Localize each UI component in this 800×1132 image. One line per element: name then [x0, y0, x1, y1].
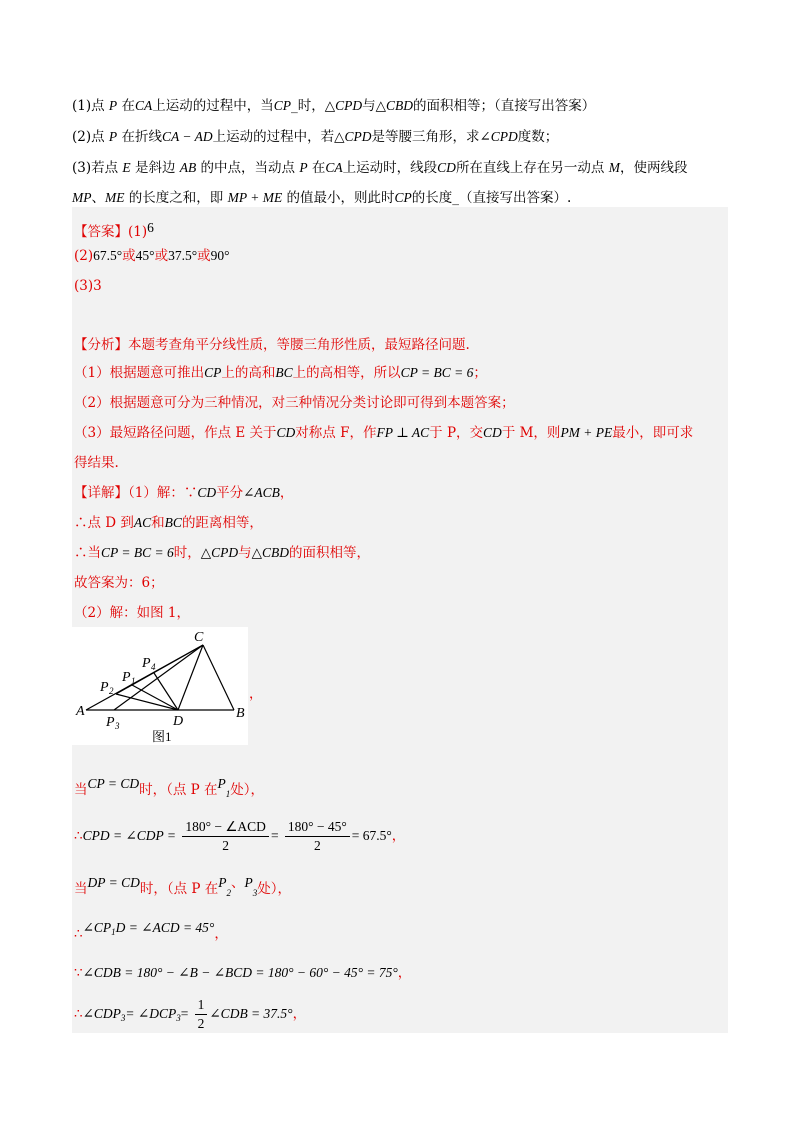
label-p4-sub: 4 — [151, 662, 156, 672]
detail-equation: ∠CDP — [82, 1006, 121, 1021]
detail-equation: CPD = ∠CDP = — [82, 828, 177, 843]
analysis-text: 得结果. — [74, 455, 119, 471]
q1-triangle-cpd: △CPD — [324, 98, 363, 113]
detail-text: ∴ — [74, 828, 83, 844]
analysis-segment-cd: CD — [483, 425, 502, 440]
detail-label: 【详解】 — [74, 485, 128, 501]
analysis-line-4 — [74, 423, 693, 443]
detail-text: 时，（点 P 在 — [139, 881, 219, 897]
fraction-2 — [285, 818, 350, 855]
analysis-text: ； — [473, 365, 487, 381]
detail-equals: = — [270, 828, 279, 843]
q2-text: 度数； — [517, 129, 559, 145]
answer-1-value: 6 — [147, 220, 154, 235]
detail-point-p1: P — [217, 776, 226, 791]
q1-text: 在 — [117, 98, 135, 114]
q1-segment-ca: CA — [134, 98, 153, 113]
detail-equation: CP = CD — [87, 776, 140, 791]
q3-text: 的长度之和，即 — [124, 190, 228, 206]
detail-text: ， — [249, 686, 263, 702]
label-d: D — [173, 714, 184, 729]
analysis-text: 上的高和 — [221, 365, 276, 381]
detail-text: 故答案为：6； — [74, 575, 164, 591]
q1-prefix: (1)点 — [72, 98, 109, 114]
analysis-text: 于 M，则 — [501, 425, 561, 441]
detail-text: ， — [292, 1006, 307, 1022]
q3-text: 的值最小，则此时 — [282, 190, 395, 206]
detail-text: （1）解：∵ — [128, 485, 198, 501]
detail-sub: 3 — [120, 1013, 126, 1023]
label-p2: P — [100, 680, 109, 695]
detail-text: 与 — [238, 545, 252, 561]
detail-line-7 — [74, 818, 405, 855]
detail-sub: 2 — [226, 888, 232, 898]
triangle-diagram — [72, 627, 248, 745]
detail-line-3 — [74, 543, 370, 563]
fraction-half — [195, 996, 208, 1033]
analysis-label: 【分析】 — [74, 337, 128, 353]
detail-result: = 67.5° — [351, 828, 392, 843]
detail-text: （2）解：如图 1， — [74, 605, 190, 621]
detail-text: ∵ — [74, 965, 83, 981]
q3-text: 在 — [307, 160, 326, 176]
q2-triangle: △CPD — [334, 129, 372, 144]
q2-prefix: (2)点 — [72, 129, 109, 145]
detail-text: 的距离相等， — [181, 515, 263, 531]
detail-sub: 3 — [252, 888, 258, 898]
analysis-line-3 — [74, 393, 515, 413]
detail-point-p2: P — [218, 875, 227, 890]
question-3-line-2 — [72, 188, 571, 208]
detail-text: 时，（点 P 在 — [139, 782, 218, 798]
detail-text: ， — [214, 926, 228, 942]
q1-text: 上运动的过程中，当 — [152, 98, 274, 114]
analysis-text: 上的高相等，所以 — [292, 365, 401, 381]
answer-3: (3)3 — [74, 278, 102, 294]
analysis-equation: CP = BC = 6 — [400, 365, 474, 380]
label-p1-sub: 1 — [131, 676, 136, 686]
analysis-segment-cp: CP — [204, 365, 222, 380]
figure-comma — [249, 684, 263, 704]
analysis-segment-cd: CD — [276, 425, 296, 440]
detail-sub: 1 — [225, 789, 231, 799]
answer-line-1 — [74, 218, 154, 242]
analysis-line-5 — [74, 453, 119, 473]
analysis-segment-bc: BC — [275, 365, 293, 380]
detail-text: ， — [279, 485, 294, 501]
q1-triangle-cbd: △CBD — [375, 98, 414, 113]
detail-segment-cd: CD — [197, 485, 217, 500]
q3-segment-cp: CP — [394, 190, 412, 205]
q1-text: 与 — [362, 98, 376, 114]
detail-segment-bc: BC — [164, 515, 182, 530]
q2-text: 是等腰三角形，求 — [371, 129, 480, 145]
analysis-line-1 — [74, 335, 470, 355]
q3-text: 的中点，当动点 — [196, 160, 300, 176]
q2-path: CA − AD — [161, 129, 213, 144]
detail-text: 时， — [173, 545, 201, 561]
detail-text: 当 — [74, 881, 88, 897]
label-p2-sub: 2 — [109, 686, 114, 696]
q1-segment-cp: CP — [273, 98, 291, 113]
detail-text: ， — [397, 965, 412, 981]
answer-label: 【答案】 — [74, 224, 128, 240]
analysis-line-2 — [74, 363, 487, 383]
detail-text: ∴当 — [74, 545, 101, 561]
q3-text: 上运动时，线段 — [342, 160, 438, 176]
q1-text: _时， — [291, 98, 325, 114]
fraction-1-denominator: 2 — [222, 838, 229, 853]
detail-triangle-cbd: △CBD — [251, 545, 290, 560]
detail-equation: ∠CDB = 180° − ∠B − ∠BCD = 180° − 60° − 45° = 75° — [82, 965, 398, 980]
answer-line-3 — [74, 276, 102, 296]
detail-text: 和 — [151, 515, 165, 531]
answer-or: 或 — [122, 248, 136, 264]
segment-p1d — [132, 685, 178, 710]
detail-text: 、 — [231, 875, 245, 891]
q3-text: ，使两线段 — [619, 160, 688, 176]
detail-text: ∴点 D 到 — [74, 515, 134, 531]
analysis-text: 本题考查角平分线性质，等腰三角形性质，最短路径问题. — [128, 337, 470, 353]
detail-line-8 — [74, 873, 291, 903]
question-3-line-1 — [72, 158, 687, 178]
label-p3: P — [106, 715, 115, 730]
analysis-text: （1）根据题意可推出 — [74, 365, 205, 381]
detail-triangle-cpd: △CPD — [200, 545, 239, 560]
q3-sum: MP + ME — [227, 190, 283, 205]
detail-text: ∴ — [74, 926, 83, 942]
detail-text: 的面积相等， — [289, 545, 371, 561]
q2-angle: ∠CPD — [479, 129, 518, 144]
detail-line-11 — [74, 996, 306, 1033]
detail-equation: ∠CP — [82, 920, 112, 935]
label-c: C — [194, 630, 204, 645]
detail-text: ∴ — [74, 1006, 83, 1022]
detail-line-4 — [74, 573, 164, 593]
detail-equation: = ∠DCP — [125, 1006, 177, 1021]
q3-prefix: (3)若点 — [72, 160, 123, 176]
q3-segment-me: ME — [105, 190, 125, 205]
q3-text: 的长度_（直接写出答案）. — [411, 190, 572, 206]
q1-point-p: P — [108, 98, 118, 113]
answer-or: 或 — [197, 248, 211, 264]
answer-2-value-1: 67.5° — [93, 248, 123, 263]
detail-equation: D = ∠ACD = 45° — [115, 920, 215, 935]
fraction-1 — [182, 818, 269, 855]
detail-equals: = — [180, 1006, 189, 1021]
q3-point-m: M — [608, 160, 620, 175]
fraction-1-numerator: 180° − ∠ACD — [182, 818, 269, 837]
q3-segment-cd: CD — [437, 160, 456, 175]
analysis-text: 最小，即可求 — [612, 425, 694, 441]
answer-2-value-2: 45° — [135, 248, 155, 263]
analysis-text: （2）根据题意可分为三种情况，对三种情况分类讨论即可得到本题答案； — [74, 395, 515, 411]
figure-caption: 图1 — [152, 729, 172, 744]
q3-point-e: E — [122, 160, 131, 175]
figure-1 — [72, 627, 248, 745]
q2-point-p: P — [108, 129, 118, 144]
detail-line-1 — [74, 483, 293, 503]
q1-text: 的面积相等；（直接写出答案） — [413, 98, 596, 114]
detail-segment-ac: AC — [133, 515, 152, 530]
detail-equation: DP = CD — [87, 875, 140, 890]
fraction-half-numerator: 1 — [195, 996, 208, 1015]
q3-segment-mp: MP — [72, 190, 92, 205]
detail-text: 平分 — [216, 485, 244, 501]
fraction-half-denominator: 2 — [197, 1016, 205, 1031]
label-b: B — [236, 706, 245, 721]
detail-line-5 — [74, 603, 190, 623]
detail-sub: 1 — [111, 927, 116, 937]
answer-2-prefix: (2) — [74, 248, 94, 264]
detail-result: ∠CDB = 37.5° — [209, 1006, 293, 1021]
detail-sub: 3 — [176, 1013, 181, 1023]
answer-2-value-4: 90° — [210, 248, 230, 263]
q2-text: 上运动的过程中，若 — [212, 129, 335, 145]
q3-sep: 、 — [91, 190, 105, 206]
q2-text: 在折线 — [117, 129, 162, 145]
detail-angle-acb: ∠ACB — [243, 485, 280, 500]
detail-text: 当 — [74, 782, 88, 798]
label-a: A — [76, 704, 85, 719]
label-p1: P — [122, 670, 131, 685]
q3-segment-ca: CA — [325, 160, 343, 175]
detail-text: 处）， — [257, 881, 292, 897]
analysis-sum: PM + PE — [560, 425, 613, 440]
analysis-text: （3）最短路径问题，作点 E 关于 — [74, 425, 277, 441]
q3-segment-ab: AB — [179, 160, 197, 175]
detail-line-2 — [74, 513, 263, 533]
segment-bc — [203, 645, 234, 710]
answer-or: 或 — [154, 248, 169, 264]
label-p3-sub: 3 — [115, 721, 120, 731]
label-p4: P — [142, 656, 151, 671]
detail-line-6 — [74, 774, 264, 804]
analysis-perpendicular: FP ⊥ AC — [376, 425, 430, 440]
question-2 — [72, 127, 558, 147]
detail-text: ， — [391, 828, 406, 844]
answer-1-prefix: (1) — [128, 224, 148, 240]
detail-equation: CP = BC = 6 — [101, 545, 174, 560]
q3-point-p: P — [299, 160, 308, 175]
answer-line-2 — [74, 246, 230, 266]
question-1 — [72, 96, 595, 116]
detail-line-9 — [74, 918, 228, 944]
fraction-2-denominator: 2 — [313, 838, 321, 853]
q3-text: 所在直线上存在另一动点 — [455, 160, 609, 176]
q3-text: 是斜边 — [130, 160, 180, 176]
detail-line-10 — [74, 963, 411, 983]
answer-2-value-3: 37.5° — [168, 248, 198, 263]
detail-text: 处）， — [230, 782, 265, 798]
analysis-text: 对称点 F，作 — [295, 425, 377, 441]
analysis-text: 于 P，交 — [429, 425, 484, 441]
detail-point-p3: P — [244, 875, 253, 890]
fraction-2-numerator: 180° − 45° — [285, 818, 350, 837]
